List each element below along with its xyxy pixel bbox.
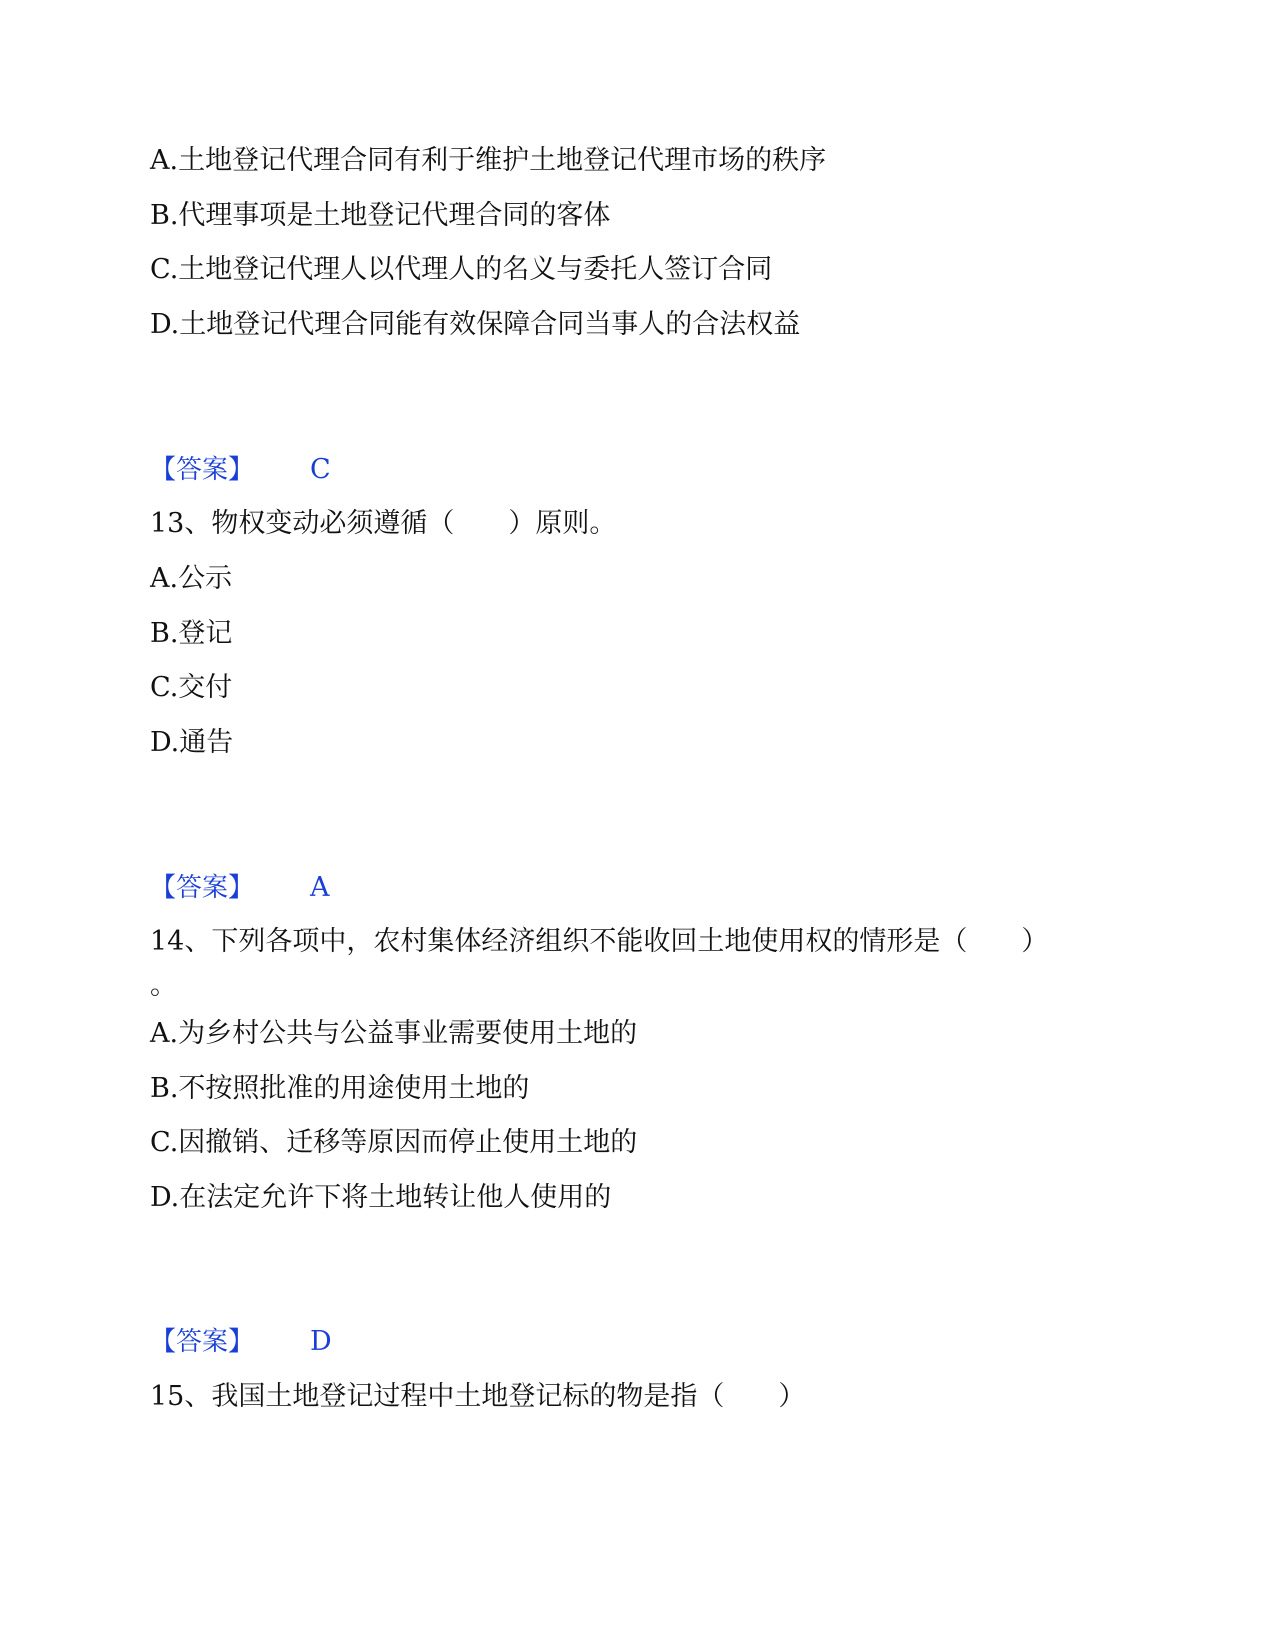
answer-14 bbox=[150, 1324, 332, 1360]
answer-label: 【答案】 bbox=[150, 1327, 255, 1357]
q12-option-a: A.土地登记代理合同有利于维护土地登记代理市场的秩序 bbox=[150, 145, 827, 176]
answer-label: 【答案】 bbox=[150, 455, 255, 485]
q13-option-c: C.交付 bbox=[150, 672, 233, 703]
q13-option-b: B.登记 bbox=[150, 618, 233, 649]
q14-stem: 14、下列各项中，农村集体经济组织不能收回土地使用权的情形是（ ） bbox=[150, 926, 1049, 957]
q14-option-a: A.为乡村公共与公益事业需要使用土地的 bbox=[150, 1018, 638, 1049]
q13-option-d: D.通告 bbox=[150, 727, 234, 758]
q14-option-d: D.在法定允许下将土地转让他人使用的 bbox=[150, 1182, 612, 1213]
answer-value: A bbox=[310, 872, 330, 903]
q14-option-b: B.不按照批准的用途使用土地的 bbox=[150, 1073, 530, 1104]
q13-stem: 13、物权变动必须遵循（ ）原则。 bbox=[150, 508, 617, 539]
answer-12 bbox=[150, 452, 331, 488]
answer-13 bbox=[150, 870, 330, 906]
q14-option-c: C.因撤销、迁移等原因而停止使用土地的 bbox=[150, 1127, 638, 1158]
q12-option-b: B.代理事项是土地登记代理合同的客体 bbox=[150, 200, 611, 231]
q12-option-c: C.土地登记代理人以代理人的名义与委托人签订合同 bbox=[150, 254, 773, 285]
answer-value: D bbox=[310, 1326, 332, 1357]
q12-option-d: D.土地登记代理合同能有效保障合同当事人的合法权益 bbox=[150, 309, 801, 340]
q14-stem-continuation: 。 bbox=[150, 970, 177, 1001]
answer-label: 【答案】 bbox=[150, 873, 255, 903]
q13-option-a: A.公示 bbox=[150, 563, 233, 594]
answer-value: C bbox=[310, 454, 331, 485]
q15-stem: 15、我国土地登记过程中土地登记标的物是指（ ） bbox=[150, 1381, 806, 1412]
